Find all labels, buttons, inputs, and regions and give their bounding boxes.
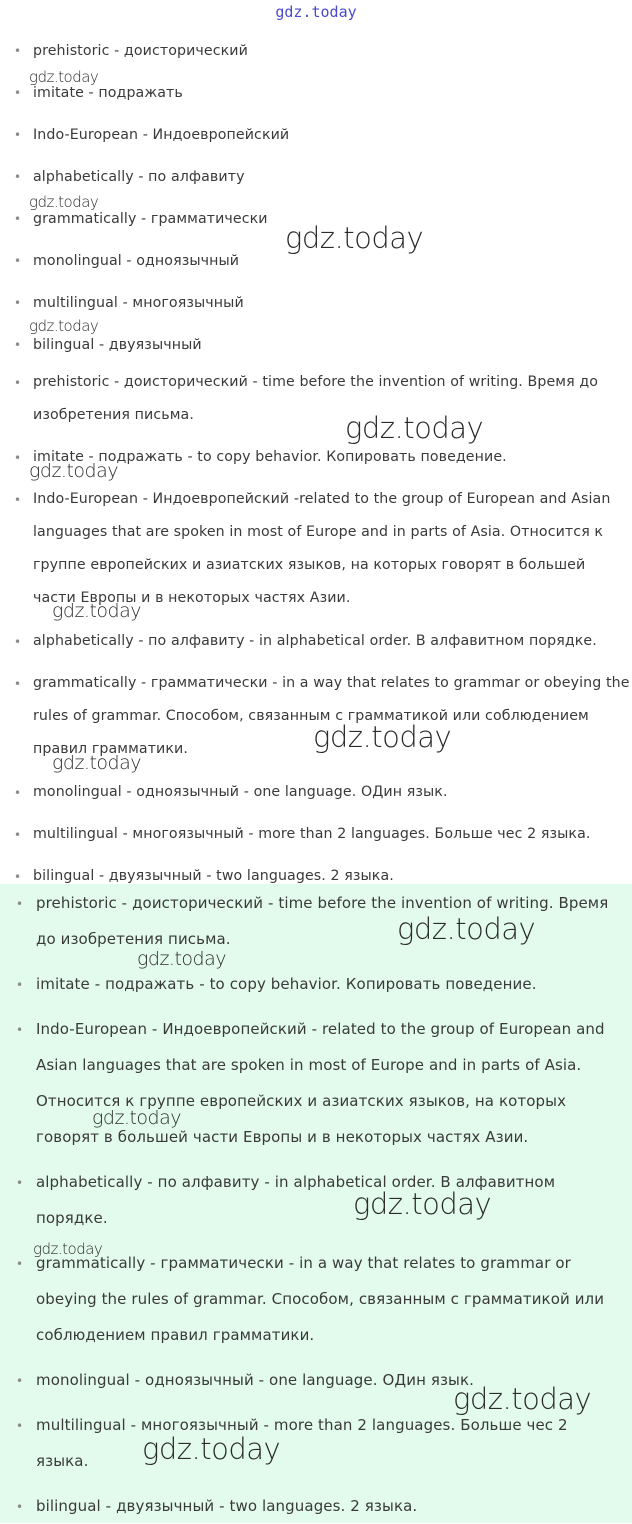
watermark-text: gdz.today <box>285 221 424 255</box>
watermark-text: gdz.today <box>29 193 99 211</box>
answer-item: • prehistoric - доисторический - time before the invention of writing. Время до изобретения письма. <box>0 885 632 957</box>
definition-item: • monolingual - одноязычный - one language. ОДин язык. <box>0 776 632 809</box>
term-item: • monolingual - одноязычный <box>0 250 632 272</box>
header-watermark: gdz.today <box>275 3 357 21</box>
term-item: • Indo-European - Индоевропейский <box>0 124 632 146</box>
watermark-text: gdz.today <box>353 1187 492 1221</box>
term-item: • multilingual - многоязычный <box>0 292 632 314</box>
definition-item: • grammatically - грамматически - in a way that relates to grammar or obeying the rules of grammar. Способом, связанным с грамматикой или соблюдением правил грамматики. <box>0 667 632 766</box>
watermark-text: gdz.today <box>313 720 452 754</box>
answer-item: • grammatically - грамматически - in a way that relates to grammar or obeying the rules of grammar. Способом, связанным с грамматикой или соблюдением правил грамматики. <box>0 1245 632 1353</box>
term-item: • grammatically - грамматически <box>0 208 632 230</box>
watermark-text: gdz.today <box>345 411 484 445</box>
watermark-text: gdz.today <box>397 912 536 946</box>
watermark-text: gdz.today <box>29 317 99 335</box>
definition-item: • imitate - подражать - to copy behavior. Копировать поведение. <box>0 441 632 474</box>
answer-item: • multilingual - многоязычный - more than 2 languages. Больше чес 2 языка. <box>0 1407 632 1479</box>
watermark-text: gdz.today <box>29 460 118 482</box>
answers-list <box>0 884 632 1523</box>
answer-item: • imitate - подражать - to copy behavior. Копировать поведение. <box>0 966 632 1002</box>
watermark-text: gdz.today <box>92 1107 181 1129</box>
watermark-text: gdz.today <box>29 68 99 86</box>
watermark-text: gdz.today <box>137 948 226 970</box>
answer-item: • Indo-European - Индоевропейский - related to the group of European and Asian languages that are spoken in most of Europe and in parts of Asia. Относится к группе европейских и азиатских языков, на которых говорят в большей части Европы и в некоторых частях Азии. <box>0 1011 632 1155</box>
watermark-text: gdz.today <box>52 600 141 622</box>
watermark-text: gdz.today <box>52 752 141 774</box>
answer-item: • alphabetically - по алфавиту - in alphabetical order. В алфавитном порядке. <box>0 1164 632 1236</box>
definition-item: • multilingual - многоязычный - more than 2 languages. Больше чес 2 языка. <box>0 818 632 851</box>
term-item: • bilingual - двуязычный <box>0 334 632 356</box>
answer-item: • monolingual - одноязычный - one language. ОДин язык. <box>0 1362 632 1398</box>
term-item: • imitate - подражать <box>0 82 632 104</box>
term-item: • prehistoric - доисторический <box>0 40 632 62</box>
watermark-text: gdz.today <box>33 1240 103 1258</box>
term-item: • alphabetically - по алфавиту <box>0 166 632 188</box>
definition-item: • bilingual - двуязычный - two languages. 2 языка. <box>0 860 632 893</box>
answer-item: • bilingual - двуязычный - two languages. 2 языка. <box>0 1488 632 1524</box>
definition-item: • prehistoric - доисторический - time before the invention of writing. Время до изобретения письма. <box>0 366 632 432</box>
watermark-text: gdz.today <box>453 1382 592 1416</box>
definition-item: • alphabetically - по алфавиту - in alphabetical order. В алфавитном порядке. <box>0 625 632 658</box>
watermark-text: gdz.today <box>142 1432 281 1466</box>
definition-item: • Indo-European - Индоевропейский -related to the group of European and Asian languages that are spoken in most of Europe and in parts of Asia. Относится к группе европейских и азиатских языков, на которых говорят в большей части Европы и в некоторых частях Азии. <box>0 483 632 615</box>
